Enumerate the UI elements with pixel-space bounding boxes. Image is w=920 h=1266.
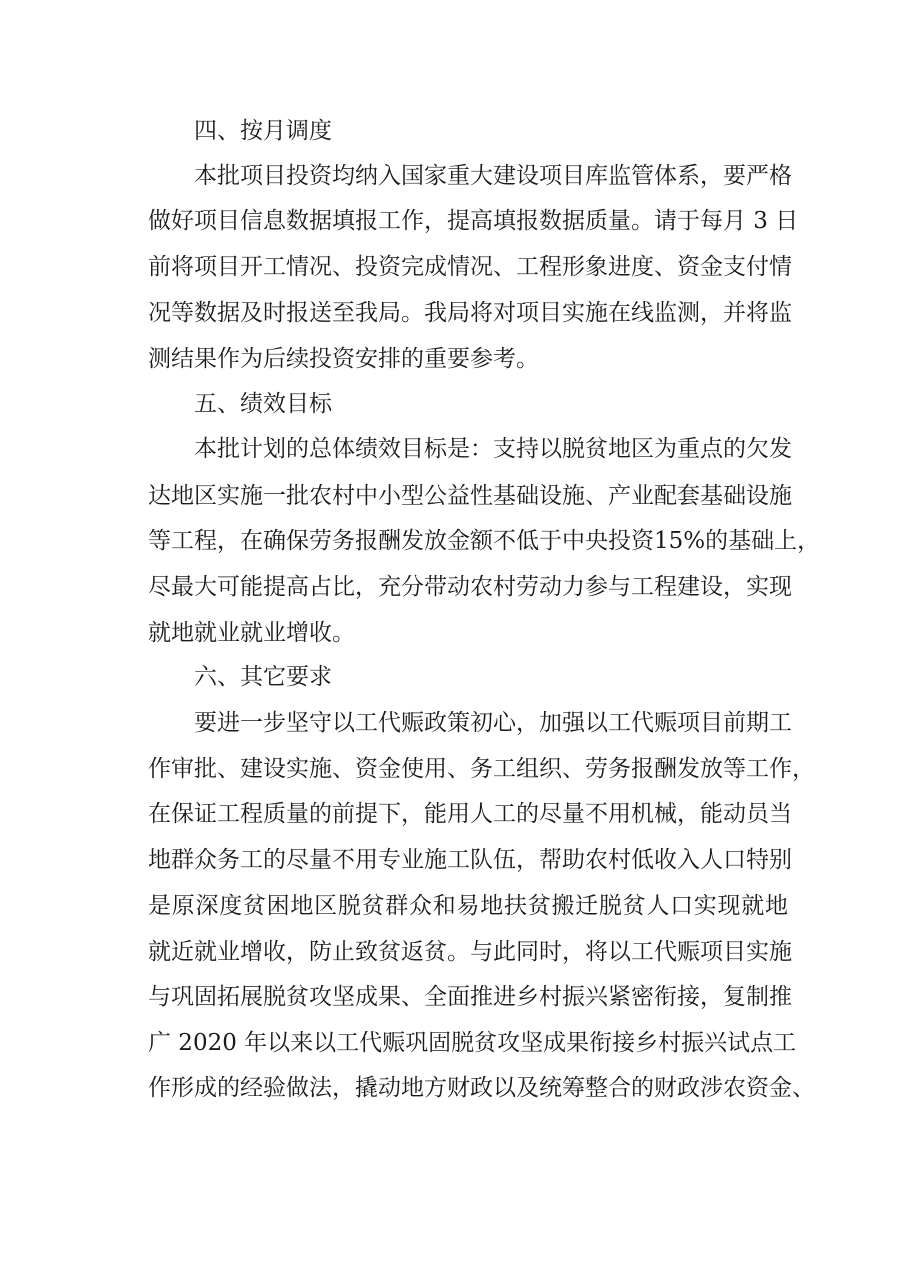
paragraph-line: 作形成的经验做法，撬动地方财政以及统筹整合的财政涉农资金、: [148, 1075, 815, 1101]
paragraph-line: 尽最大可能提高占比，充分带动农村劳动力参与工程建设，实现: [148, 574, 792, 600]
paragraph-line: 作审批、建设实施、资金使用、务工组织、劳务报酬发放等工作，: [148, 756, 815, 782]
paragraph-line: 与巩固拓展脱贫攻坚成果、全面推进乡村振兴紧密衔接，复制推: [148, 984, 792, 1010]
paragraph-line: 测结果作为后续投资安排的重要参考。: [148, 346, 539, 372]
paragraph-line: 等工程，在确保劳务报酬发放金额不低于中央投资15%的基础上，: [148, 528, 821, 554]
section-heading-4: 四、按月调度: [194, 118, 332, 144]
paragraph-line: 就近就业增收，防止致贫返贫。与此同时，将以工代赈项目实施: [148, 939, 792, 965]
paragraph-line: 况等数据及时报送至我局。我局将对项目实施在线监测，并将监: [148, 300, 792, 326]
paragraph-line: 本批计划的总体绩效目标是：支持以脱贫地区为重点的欠发: [194, 436, 792, 462]
section-heading-5: 五、绩效目标: [194, 391, 332, 417]
paragraph-line: 是原深度贫困地区脱贫群众和易地扶贫搬迁脱贫人口实现就地: [148, 893, 788, 919]
paragraph-line: 广 2020 年以来以工代赈巩固脱贫攻坚成果衔接乡村振兴试点工: [148, 1030, 797, 1056]
paragraph-line: 达地区实施一批农村中小型公益性基础设施、产业配套基础设施: [148, 483, 792, 509]
paragraph-line: 就地就业就业增收。: [148, 620, 355, 646]
paragraph-line: 前将项目开工情况、投资完成情况、工程形象进度、资金支付情: [148, 254, 792, 280]
paragraph-line: 做好项目信息数据填报工作，提高填报数据质量。请于每月 3 日: [148, 208, 799, 234]
section-heading-6: 六、其它要求: [194, 664, 332, 690]
paragraph-line: 在保证工程质量的前提下，能用人工的尽量不用机械，能动员当: [148, 801, 792, 827]
paragraph-line: 本批项目投资均纳入国家重大建设项目库监管体系，要严格: [194, 163, 792, 189]
paragraph-line: 要进一步坚守以工代赈政策初心，加强以工代赈项目前期工: [194, 710, 792, 736]
paragraph-line: 地群众务工的尽量不用专业施工队伍，帮助农村低收入人口特别: [148, 847, 792, 873]
